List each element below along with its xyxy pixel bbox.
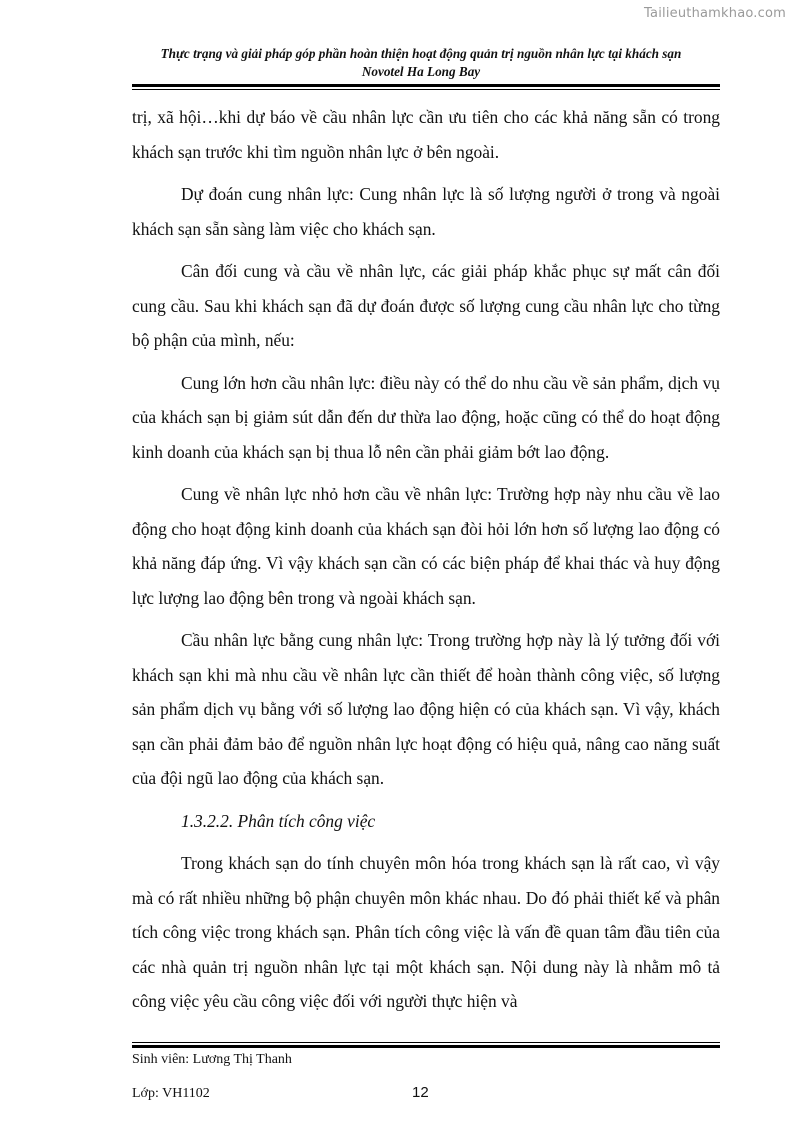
footer-rule-thick — [132, 1045, 720, 1048]
footer-class: Lớp: VH1102 — [132, 1086, 210, 1101]
watermark: Tailieuthamkhao.com — [644, 6, 786, 21]
header-title-line-1: Thực trạng và giải pháp góp phần hoàn thiện hoạt động quản trị nguồn nhân lực tại khách sạn — [160, 46, 682, 61]
body-text — [132, 100, 720, 1027]
paragraph: Cung về nhân lực nhỏ hơn cầu về nhân lực: Trường hợp này nhu cầu về lao động cho hoạt động kinh doanh của khách sạn đòi hỏi lớn hơn số lượng lao động có khả năng đáp ứng. Vì vậy khách sạn cần có các biện pháp để khai thác và huy động lực lượng lao động bên trong và ngoài khách sạn. — [132, 484, 720, 608]
paragraph: Cân đối cung và cầu về nhân lực, các giải pháp khắc phục sự mất cân đối cung cầu. Sau khi khách sạn đã dự đoán được số lượng cung cầu nhân lực cho từng bộ phận của mình, nếu: — [132, 261, 720, 350]
paragraph: Trong khách sạn do tính chuyên môn hóa trong khách sạn là rất cao, vì vậy mà có rất nhiều những bộ phận chuyên môn khác nhau. Do đó phải thiết kế và phân tích công việc trong khách sạn. Phân tích công việc là vấn đề quan tâm đầu tiên của các nhà quản trị nguồn nhân lực tại một khách sạn. Nội dung này là nhằm mô tả công việc yêu cầu công việc đối với người thực hiện và — [132, 853, 720, 1011]
footer-rule-thin — [132, 1042, 720, 1043]
header-title-line-2: Novotel Ha Long Bay — [361, 64, 481, 79]
footer-student: Sinh viên: Lương Thị Thanh — [132, 1052, 292, 1067]
page-number: 12 — [412, 1084, 429, 1101]
paragraph: Cầu nhân lực bằng cung nhân lực: Trong trường hợp này là lý tưởng đối với khách sạn khi mà nhu cầu về nhân lực cần thiết để hoàn thành công việc, số lượng sản phẩm dịch vụ bằng với số lượng lao động hiện có của khách sạn. Vì vậy, khách sạn cần phải đảm bảo để nguồn nhân lực hoạt động có hiệu quả, nâng cao năng suất của đội ngũ lao động của khách sạn. — [132, 630, 720, 788]
paragraph: trị, xã hội…khi dự báo về cầu nhân lực cần ưu tiên cho các khả năng sẵn có trong khách sạn trước khi tìm nguồn nhân lực ở bên ngoài. — [132, 107, 720, 162]
paragraph: Dự đoán cung nhân lực: Cung nhân lực là số lượng người ở trong và ngoài khách sạn sẵn sàng làm việc cho khách sạn. — [132, 184, 720, 239]
paragraph: Cung lớn hơn cầu nhân lực: điều này có thể do nhu cầu về sản phẩm, dịch vụ của khách sạn bị giảm sút dẫn đến dư thừa lao động, hoặc cũng có thể do hoạt động kinh doanh của khách sạn bị thua lỗ nên cần phải giảm bớt lao động. — [132, 372, 720, 462]
section-heading: 1.3.2.2. Phân tích công việc — [181, 810, 376, 831]
header-rule-thick — [132, 84, 720, 87]
header-rule-thin — [132, 89, 720, 90]
